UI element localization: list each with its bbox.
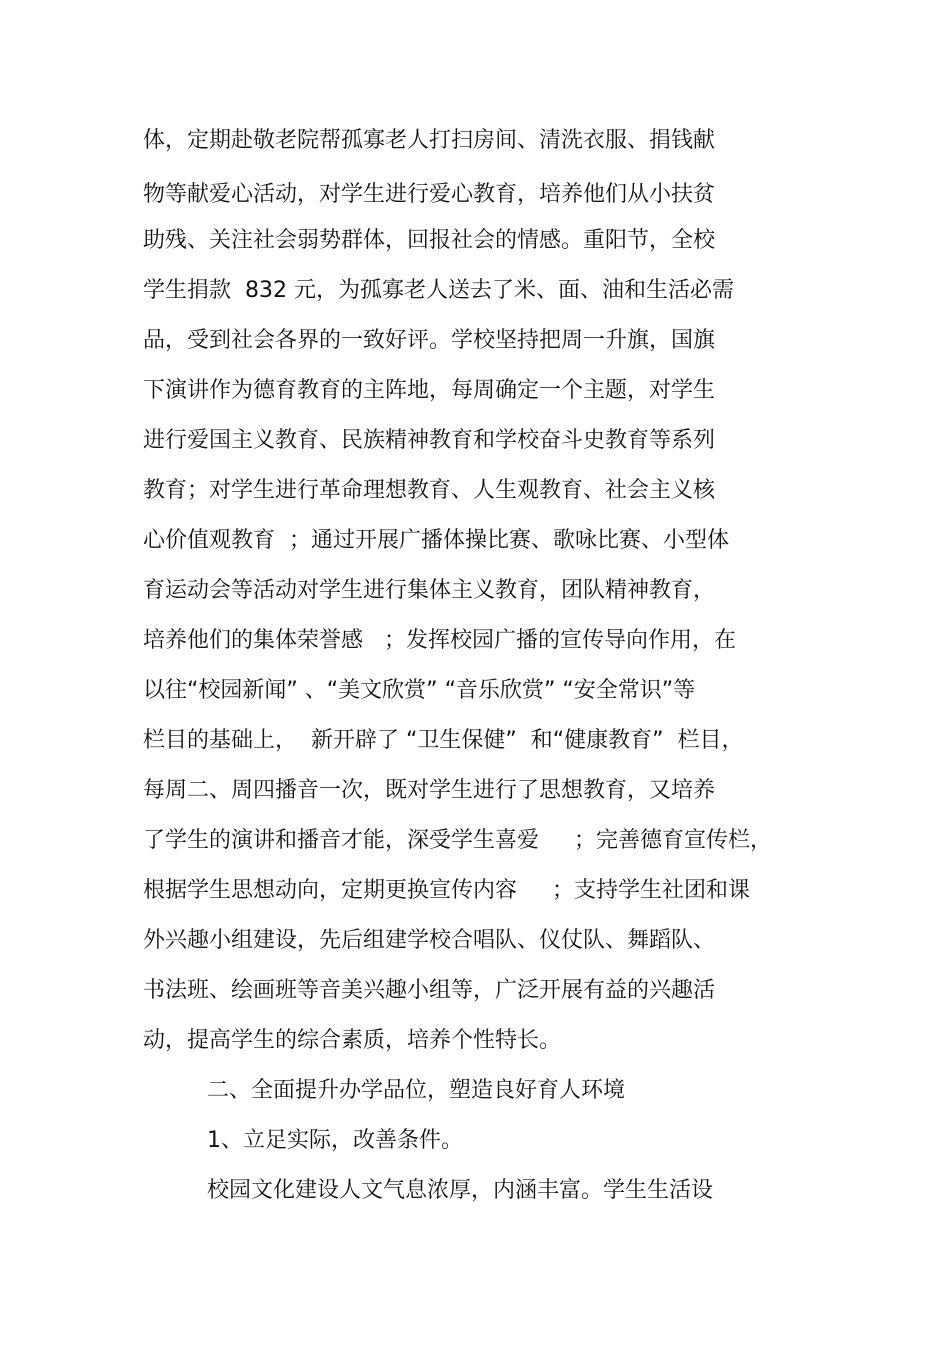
body-line-7: 进行爱国主义教育、民族精神教育和学校奋斗史教育等系列 (143, 428, 716, 453)
body-line-11: 培养他们的集体荣誉感 ；发挥校园广播的宣传导向作用，在 (143, 628, 736, 653)
body-line-17: 外兴趣小组建设，先后组建学校合唱队、仪仗队、舞蹈队、 (143, 928, 716, 953)
body-line-16: 根据学生思想动向，定期更换宣传内容 ；支持学生社团和课 (143, 878, 750, 903)
body-line-15: 了学生的演讲和播音才能，深受学生喜爱 ；完善德育宣传栏， (143, 828, 772, 853)
body-line-1: 体，定期赴敬老院帮孤寡老人打扫房间、清洗衣服、捐钱献 (143, 128, 716, 153)
body-line-10: 育运动会等活动对学生进行集体主义教育，团队精神教育， (143, 578, 716, 603)
body-line-12: 以往“校园新闻” 、“美文欣赏” “音乐欣赏” “安全常识”等 (143, 678, 696, 703)
section-heading: 二、全面提升办学品位，塑造良好育人环境 (207, 1078, 626, 1103)
body-line-8: 教育；对学生进行革命理想教育、人生观教育、社会主义核 (143, 478, 716, 503)
section-subheading: 1、立足实际，改善条件。 (207, 1128, 463, 1153)
paragraph-start-line: 校园文化建设人文气息浓厚，内涵丰富。学生生活设 (207, 1178, 714, 1203)
body-line-14: 每周二、周四播音一次，既对学生进行了思想教育，又培养 (143, 778, 716, 803)
body-line-4: 学生捐款 832 元，为孤寡老人送去了米、面、油和生活必需 (143, 278, 734, 303)
body-line-2: 物等献爱心活动，对学生进行爱心教育，培养他们从小扶贫 (143, 182, 716, 207)
body-line-3: 助残、关注社会弱势群体，回报社会的情感。重阳节，全校 (143, 228, 716, 253)
body-line-19: 动，提高学生的综合素质，培养个性特长。 (143, 1028, 562, 1053)
body-line-18: 书法班、绘画班等音美兴趣小组等，广泛开展有益的兴趣活 (143, 978, 716, 1003)
body-line-13: 栏目的基础上， 新开辟了 “卫生保健” 和“健康教育” 栏目， (143, 728, 744, 753)
body-line-5: 品，受到社会各界的一致好评。学校坚持把周一升旗，国旗 (143, 328, 716, 353)
body-line-6: 下演讲作为德育教育的主阵地，每周确定一个主题，对学生 (143, 378, 716, 403)
body-line-9: 心价值观教育 ；通过开展广播体操比赛、歌咏比赛、小型体 (143, 528, 729, 553)
